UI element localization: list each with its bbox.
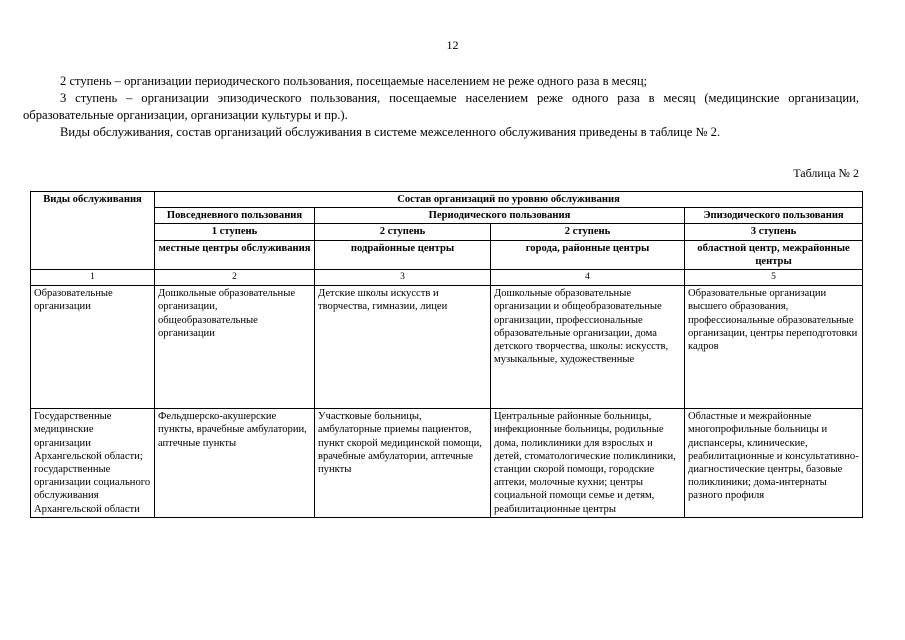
header-step-1: 1 ступень [155,224,315,240]
table-row-education [31,286,863,409]
cell-step-1: Фельдшерско-акушерские пункты, врачебные амбулатории, аптечные пункты [155,409,315,518]
header-step-2b: 2 ступень [491,224,685,240]
paragraph-step-2: 2 ступень – организации периодического пользования, посещаемые населением не реже одного раза в месяц; [60,74,648,88]
cell-step-2-subdistrict: Участковые больницы, амбулаторные приемы пациентов, пункт скорой медицинской помощи, врачебные амбулатории, аптечные пункты [315,409,491,518]
column-number-row [31,270,863,286]
header-step-2a: 2 ступень [315,224,491,240]
service-organizations-table [30,191,863,518]
header-service-type: Виды обслуживания [31,192,155,270]
header-row-3 [31,224,863,240]
column-number: 4 [491,270,685,286]
cell-step-3: Областные и межрайонные многопрофильные больницы и диспансеры, клинические, реабилитационные и консультативно-диагностические центры, базовые поликлиники; дома-интернаты разного профиля [685,409,863,518]
header-local-centers: местные центры обслуживания [155,240,315,269]
header-step-3: 3 ступень [685,224,863,240]
cell-step-1: Дошкольные образовательные организации, общеобразовательные организации [155,286,315,409]
header-subdistrict-centers: подрайонные центры [315,240,491,269]
cell-service-type: Государственные медицинские организации Архангельской области; государственные организации социального обслуживания Архангельской области [31,409,155,518]
page-number: 12 [446,38,459,52]
cell-step-3: Образовательные организации высшего образования, профессиональные образовательные организации, центры переподготовки кадров [685,286,863,409]
header-row-1 [31,192,863,208]
table-caption: Таблица № 2 [793,166,859,180]
column-number: 2 [155,270,315,286]
column-number: 5 [685,270,863,286]
header-row-4 [31,240,863,269]
cell-step-2-city: Дошкольные образовательные организации и общеобразовательные организации, профессиональные образовательные организации, дома детского творчества, школы: искусств, музыкальные, художественные [491,286,685,409]
header-daily-use: Повседневного пользования [155,208,315,224]
table-row-medical-social [31,409,863,518]
cell-step-2-subdistrict: Детские школы искусств и творчества, гимназии, лицеи [315,286,491,409]
cell-step-2-city: Центральные районные больницы, инфекционные больницы, родильные дома, поликлиники для взрослых и детей, стоматологические поликлиники, станции скорой помощи, городские аптеки, молочные кухни; центры социальной помощи семье и детям, реабилитационные центры [491,409,685,518]
header-regional-center: областной центр, межрайонные центры [685,240,863,269]
cell-service-type: Образовательные организации [31,286,155,409]
column-number: 1 [31,270,155,286]
paragraph-table-intro: Виды обслуживания, состав организаций обслуживания в системе межселенного обслуживания приведены в таблице № 2. [60,125,721,139]
header-periodic-use: Периодического пользования [315,208,685,224]
header-composition: Состав организаций по уровню обслуживания [155,192,863,208]
header-episodic-use: Эпизодического пользования [685,208,863,224]
header-row-2 [31,208,863,224]
paragraph-step-3: 3 ступень – организации эпизодического пользования, посещаемые населением реже одного раза в месяц (медицинские организации, образовательные организации, организации культуры и пр.). [23,91,859,122]
header-city-district-centers: города, районные центры [491,240,685,269]
column-number: 3 [315,270,491,286]
